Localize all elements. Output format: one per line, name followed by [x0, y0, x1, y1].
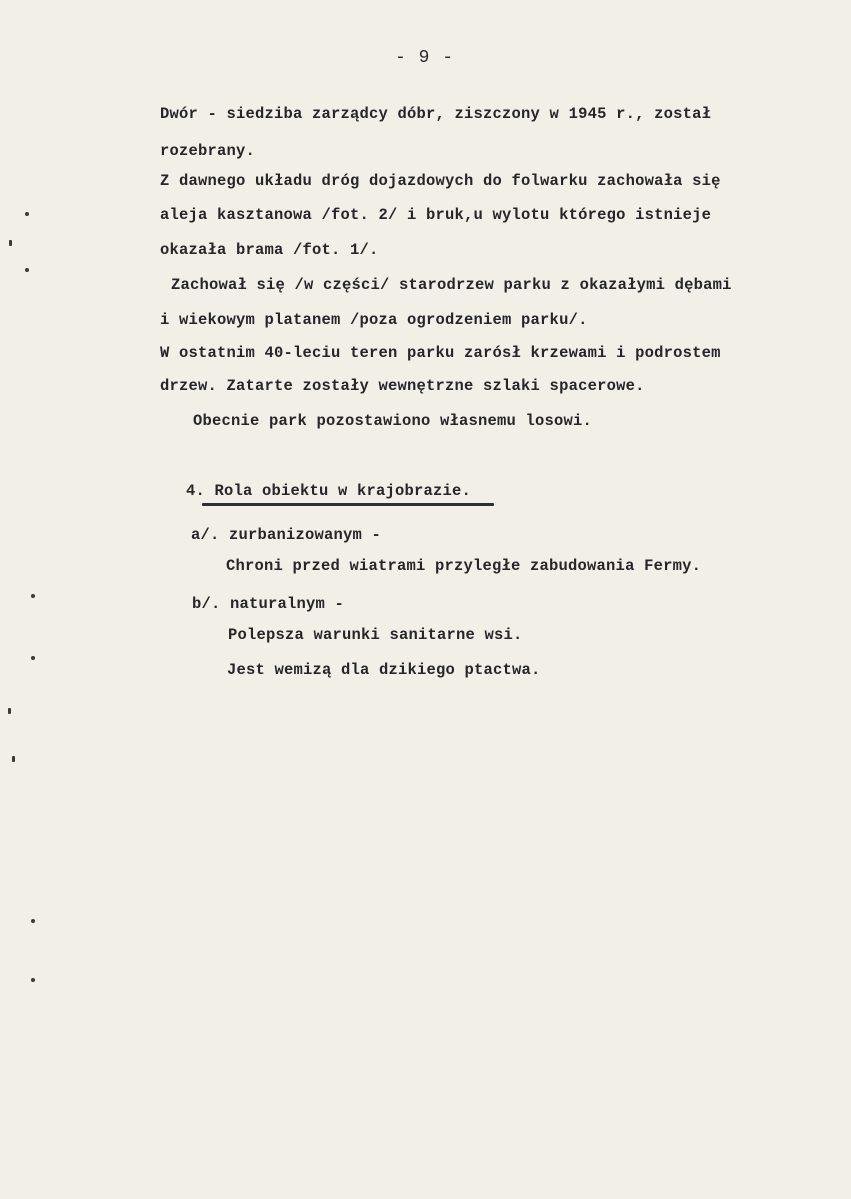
heading-underline — [202, 503, 494, 506]
item-b-label: b/. naturalnym - — [192, 595, 345, 613]
paragraph-3-line-4: drzew. Zatarte zostały wewnętrzne szlaki spacerowe. — [160, 377, 645, 395]
item-b-text-2: Jest wemizą dla dzikiego ptactwa. — [227, 661, 541, 679]
paragraph-2-line-1: Z dawnego układu dróg dojazdowych do folwarku zachowała się — [160, 172, 721, 190]
paragraph-3-line-1: Zachował się /w części/ starodrzew parku z okazałymi dębami — [171, 276, 732, 294]
item-a-label: a/. zurbanizowanym - — [191, 526, 382, 544]
paragraph-1-line-1: Dwór - siedziba zarządcy dóbr, ziszczony w 1945 r., został — [160, 105, 712, 123]
binder-mark — [25, 212, 29, 216]
binder-mark — [31, 594, 35, 598]
binder-mark — [9, 240, 12, 246]
section-heading: 4. Rola obiektu w krajobrazie. — [186, 482, 472, 500]
paragraph-2-line-3: okazała brama /fot. 1/. — [160, 241, 379, 259]
paragraph-3-line-2: i wiekowym platanem /poza ogrodzeniem parku/. — [160, 311, 588, 329]
paragraph-3-line-5: Obecnie park pozostawiono własnemu losowi. — [193, 412, 593, 430]
paragraph-1-line-2: rozebrany. — [160, 142, 256, 160]
paragraph-2-line-2: aleja kasztanowa /fot. 2/ i bruk,u wylotu którego istnieje — [160, 206, 712, 224]
item-b-text-1: Polepsza warunki sanitarne wsi. — [228, 626, 523, 644]
item-a-text: Chroni przed wiatrami przyległe zabudowania Fermy. — [226, 557, 702, 575]
binder-mark — [8, 708, 11, 714]
paragraph-3-line-3: W ostatnim 40-leciu teren parku zarósł krzewami i podrostem — [160, 344, 721, 362]
binder-mark — [31, 978, 35, 982]
binder-mark — [25, 268, 29, 272]
page-number: - 9 - — [395, 48, 455, 68]
binder-mark — [12, 756, 15, 762]
binder-mark — [31, 919, 35, 923]
binder-mark — [31, 656, 35, 660]
